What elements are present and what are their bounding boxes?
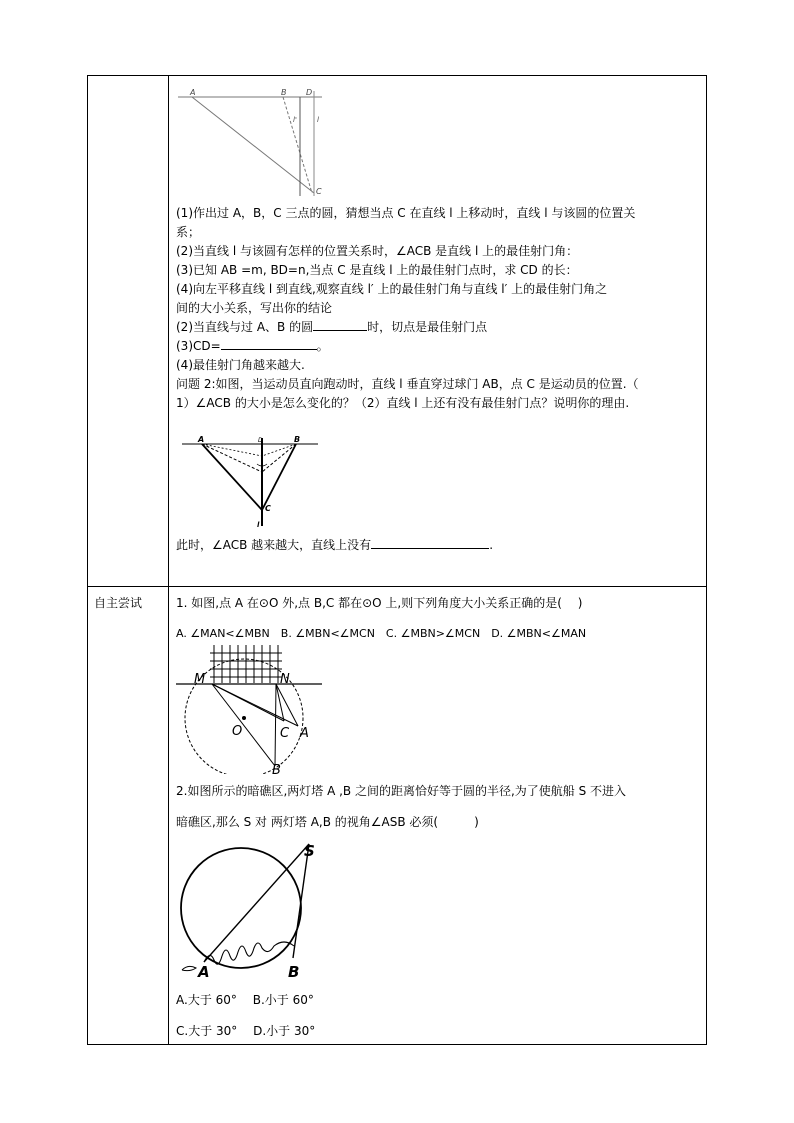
question-1-line1: (1)作出过 A，B，C 三点的圆，猜想当点 C 在直线 l 上移动时，直线 l 与该圆的位置关 (176, 206, 636, 220)
fig1-label-d: D (306, 88, 313, 97)
fig2-label-l: l (257, 521, 260, 529)
question-3: (3)已知 AB =m, BD=n,当点 C 是直线 l 上的最佳射门点时，求 CD 的长： (176, 263, 578, 277)
answer-3-suffix: 。 (316, 339, 329, 353)
fig1-label-lp: l' (293, 116, 297, 124)
fig1-label-b: B (281, 88, 287, 97)
fig2-label-a: A (198, 435, 205, 444)
worksheet-table (87, 75, 707, 1045)
problem-2-line1: 问题 2:如图，当运动员直向跑动时，直线 l 垂直穿过球门 AB，点 C 是运动员的位置.（ (176, 377, 639, 391)
fig3-label-b: B (272, 763, 281, 774)
fig2-label-d: D (258, 437, 263, 444)
fig3-label-m: M (194, 672, 206, 687)
fig1-label-l: l (317, 116, 319, 124)
answer-line (176, 536, 493, 553)
question-4-line2: 间的大小关系，写出你的结论 (176, 301, 333, 315)
answer-3 (176, 337, 700, 356)
figure-running-player (180, 434, 320, 530)
question-1-line2: 系； (176, 225, 201, 239)
fig4-label-b: B (288, 963, 300, 980)
answer-2-prefix: (2)当直线与过 A、B 的圆 (176, 320, 314, 334)
figure-reef-lighthouses (176, 834, 326, 980)
section-label: 自主尝试 (94, 596, 143, 610)
fig3-label-o: O (232, 724, 243, 739)
question-4-line1: (4)向左平移直线 l 到直线,观察直线 l′ 上的最佳射门角与直线 l′ 上的最佳射门角之 (176, 282, 608, 296)
figure-goal-line (176, 86, 326, 198)
fig3-label-c: C (280, 726, 290, 741)
fig2-label-b: B (294, 435, 301, 444)
answer-3-prefix: (3)CD= (176, 339, 221, 353)
fig3-label-n: N (280, 672, 290, 687)
exercise-1-options: A. ∠MAN<∠MBN B. ∠MBN<∠MCN C. ∠MBN>∠MCN D. ∠MBN<∠MAN (176, 627, 587, 640)
answer-line-prefix: 此时，∠ACB 越来越大，直线上没有 (176, 538, 372, 552)
row-divider (88, 586, 706, 587)
answer-3-blank (221, 338, 317, 350)
answer-2-blank (313, 319, 367, 331)
answer-line-suffix: . (489, 538, 494, 552)
exercise-1: 1. 如图,点 A 在⊙O 外,点 B,C 都在⊙O 上,则下列角度大小关系正确的是( ) (176, 596, 583, 610)
answer-4: (4)最佳射门角越来越大. (176, 358, 305, 372)
fig4-label-s: S (304, 842, 315, 860)
exercise-2-line1: 2.如图所示的暗礁区,两灯塔 A ,B 之间的距离恰好等于圆的半径,为了使航船 S 不进入 (176, 784, 627, 798)
exercise-2-options-ab: A.大于 60° B.小于 60° (176, 993, 314, 1007)
exercise-2-line2: 暗礁区,那么 S 对 两灯塔 A,B 的视角∠ASB 必须( ) (176, 815, 479, 829)
exercise-2-options-cd: C.大于 30° D.小于 30° (176, 1024, 316, 1038)
problem-2-line2: 1）∠ACB 的大小是怎么变化的？（2）直线 l 上还有没有最佳射门点？说明你的理由. (176, 396, 630, 410)
fig2-label-c: C (265, 504, 271, 513)
answer-line-blank (371, 537, 489, 549)
fig1-label-c: C (316, 187, 322, 196)
question-2: (2)当直线 l 与该圆有怎样的位置关系时，∠ACB 是直线 l 上的最佳射门角： (176, 244, 579, 258)
figure-circle-angles (176, 641, 326, 774)
fig4-label-a: A (198, 963, 210, 980)
answer-2-suffix: 时，切点是最佳射门点 (367, 320, 488, 334)
answer-2 (176, 318, 700, 337)
column-divider (168, 76, 169, 1044)
fig3-label-a: A (300, 726, 309, 741)
fig1-label-a: A (190, 88, 196, 97)
